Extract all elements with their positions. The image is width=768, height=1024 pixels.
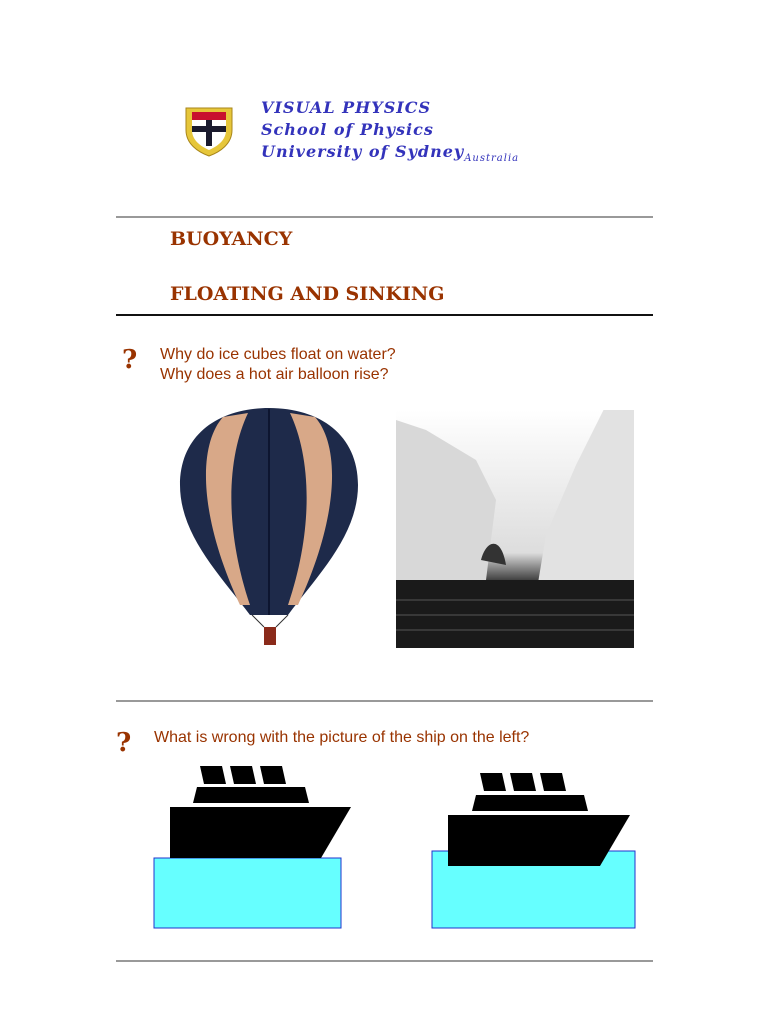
ship-right-diagram — [428, 768, 638, 937]
header-visual-physics: VISUAL PHYSICS — [261, 98, 432, 117]
question-1-line-2: Why does a hot air balloon rise? — [160, 366, 389, 383]
iceberg-photo — [396, 410, 634, 648]
divider — [116, 960, 653, 962]
ship-left-diagram — [150, 760, 355, 937]
divider — [116, 314, 653, 316]
divider — [116, 216, 653, 218]
header-school: School of Physics — [261, 120, 434, 139]
question-1-line-1: Why do ice cubes float on water? — [160, 346, 396, 363]
header-university — [261, 142, 519, 164]
university-crest-logo — [178, 102, 240, 158]
question-2-line-1: What is wrong with the picture of the ship on the left? — [154, 729, 530, 746]
page-subtitle: FLOATING AND SINKING — [170, 283, 445, 305]
australia-label: Australia — [464, 153, 520, 164]
divider — [116, 700, 653, 702]
question-mark-icon: ? — [122, 345, 138, 375]
page-title: BUOYANCY — [170, 228, 293, 250]
question-mark-icon: ? — [116, 728, 132, 758]
hot-air-balloon-image — [178, 405, 360, 655]
university-name: University of Sydney — [261, 142, 465, 161]
